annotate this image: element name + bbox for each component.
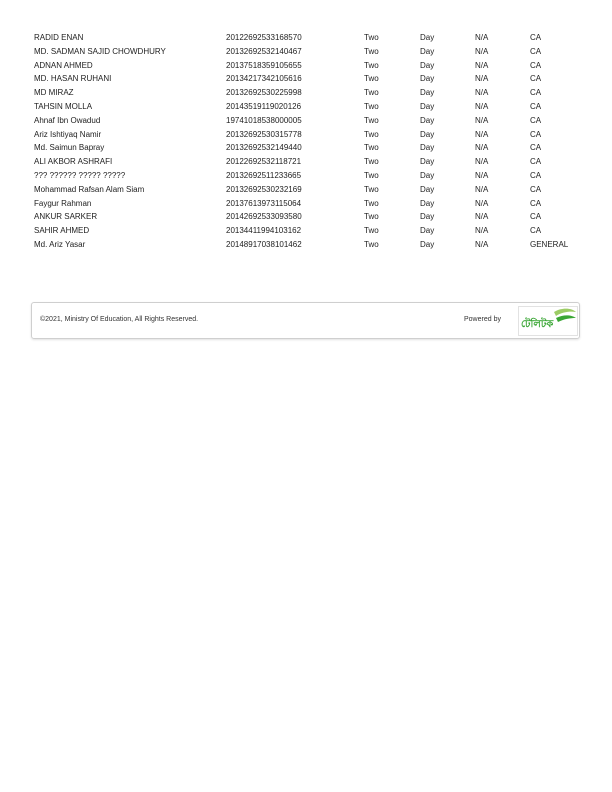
student-id-cell: 20142692533093580: [226, 212, 302, 222]
table-row: [0, 197, 612, 211]
student-name-cell: MD. HASAN RUHANI: [34, 74, 112, 84]
student-class-cell: Two: [364, 74, 379, 84]
student-name-cell: TAHSIN MOLLA: [34, 101, 93, 111]
student-group-cell: GENERAL: [530, 239, 569, 249]
student-group-cell: CA: [530, 33, 542, 42]
table-row: [0, 169, 612, 183]
student-id-cell: 20132692532140467: [226, 46, 302, 56]
student-section-cell: N/A: [475, 170, 489, 180]
table-row: [0, 183, 612, 197]
student-group-cell: CA: [530, 129, 542, 139]
student-class-cell: Two: [364, 143, 379, 153]
student-class-cell: Two: [364, 101, 379, 111]
student-shift-cell: Day: [420, 101, 435, 111]
table-row: [0, 224, 612, 238]
student-shift-cell: Day: [420, 74, 435, 84]
logo-wordmark: টেলিটক: [521, 319, 554, 330]
student-shift-cell: Day: [420, 157, 435, 167]
student-section-cell: N/A: [475, 198, 489, 208]
student-id-cell: 20137518359105655: [226, 60, 302, 70]
student-class-cell: Two: [364, 170, 379, 180]
student-group-cell: CA: [530, 60, 542, 70]
student-class-cell: Two: [364, 33, 379, 42]
student-name-cell: Ahnaf Ibn Owadud: [34, 115, 101, 125]
table-row: [0, 72, 612, 86]
student-id-cell: 20122692533168570: [226, 33, 302, 42]
student-section-cell: N/A: [475, 239, 489, 249]
student-class-cell: Two: [364, 88, 379, 98]
student-class-cell: Two: [364, 226, 379, 236]
student-class-cell: Two: [364, 129, 379, 139]
table-row: [0, 141, 612, 155]
table-row: [0, 155, 612, 169]
student-id-cell: 20148917038101462: [226, 239, 302, 249]
student-shift-cell: Day: [420, 60, 435, 70]
student-group-cell: CA: [530, 143, 542, 153]
student-shift-cell: Day: [420, 129, 435, 139]
student-class-cell: Two: [364, 46, 379, 56]
teletalk-logo-icon: [518, 306, 578, 336]
student-class-cell: Two: [364, 212, 379, 222]
student-name-cell: ALI AKBOR ASHRAFI: [34, 157, 113, 167]
table-row: [0, 100, 612, 114]
student-class-cell: Two: [364, 184, 379, 194]
student-class-cell: Two: [364, 60, 379, 70]
table-row: [0, 45, 612, 59]
student-name-cell: Ariz Ishtiyaq Namir: [34, 129, 102, 139]
student-shift-cell: Day: [420, 226, 435, 236]
student-name-cell: MD. SADMAN SAJID CHOWDHURY: [34, 46, 166, 56]
student-shift-cell: Day: [420, 33, 435, 42]
student-section-cell: N/A: [475, 74, 489, 84]
table-row: [0, 128, 612, 142]
student-id-cell: 20122692532118721: [226, 157, 302, 167]
student-roster: [0, 31, 612, 252]
student-shift-cell: Day: [420, 88, 435, 98]
student-name-cell: MD MIRAZ: [34, 88, 74, 98]
student-shift-cell: Day: [420, 184, 435, 194]
student-group-cell: CA: [530, 170, 542, 180]
table-row: [0, 238, 612, 252]
table-row: [0, 86, 612, 100]
student-section-cell: N/A: [475, 115, 489, 125]
student-section-cell: N/A: [475, 101, 489, 111]
student-group-cell: CA: [530, 157, 542, 167]
student-class-cell: Two: [364, 157, 379, 167]
table-row: [0, 210, 612, 224]
student-shift-cell: Day: [420, 239, 435, 249]
copyright-text: ©2021, Ministry Of Education, All Rights Reserved.: [40, 316, 199, 323]
student-group-cell: CA: [530, 212, 542, 222]
page-footer: [31, 302, 580, 339]
student-id-cell: 20132692530225998: [226, 88, 302, 98]
student-name-cell: Mohammad Rafsan Alam Siam: [34, 184, 145, 194]
student-id-cell: 20132692511233665: [226, 170, 302, 180]
student-shift-cell: Day: [420, 46, 435, 56]
student-class-cell: Two: [364, 239, 379, 249]
student-section-cell: N/A: [475, 46, 489, 56]
student-name-cell: Md. Ariz Yasar: [34, 239, 86, 249]
student-section-cell: N/A: [475, 143, 489, 153]
student-section-cell: N/A: [475, 33, 489, 42]
student-shift-cell: Day: [420, 212, 435, 222]
student-class-cell: Two: [364, 198, 379, 208]
student-name-cell: Faygur Rahman: [34, 198, 92, 208]
powered-by-label: Powered by: [464, 316, 501, 323]
student-name-cell: ??? ?????? ????? ?????: [34, 170, 126, 180]
student-id-cell: 20132692530315778: [226, 129, 302, 139]
student-section-cell: N/A: [475, 184, 489, 194]
student-name-cell: ADNAN AHMED: [34, 60, 93, 70]
student-section-cell: N/A: [475, 157, 489, 167]
student-name-cell: RADID ENAN: [34, 33, 84, 42]
student-id-cell: 20143519119020126: [226, 101, 302, 111]
student-shift-cell: Day: [420, 198, 435, 208]
student-class-cell: Two: [364, 115, 379, 125]
table-row: [0, 114, 612, 128]
student-group-cell: CA: [530, 88, 542, 98]
student-section-cell: N/A: [475, 212, 489, 222]
student-name-cell: Md. Saimun Bapray: [34, 143, 105, 153]
student-group-cell: CA: [530, 46, 542, 56]
student-id-cell: 20137613973115064: [226, 198, 302, 208]
student-section-cell: N/A: [475, 88, 489, 98]
student-id-cell: 20132692532149440: [226, 143, 302, 153]
student-group-cell: CA: [530, 101, 542, 111]
student-name-cell: SAHIR AHMED: [34, 226, 90, 236]
student-shift-cell: Day: [420, 115, 435, 125]
student-id-cell: 20132692530232169: [226, 184, 302, 194]
student-group-cell: CA: [530, 74, 542, 84]
table-row: [0, 31, 612, 45]
student-group-cell: CA: [530, 184, 542, 194]
student-group-cell: CA: [530, 226, 542, 236]
student-shift-cell: Day: [420, 170, 435, 180]
student-id-cell: 20134411994103162: [226, 226, 302, 236]
student-shift-cell: Day: [420, 143, 435, 153]
student-id-cell: 20134217342105616: [226, 74, 302, 84]
student-section-cell: N/A: [475, 226, 489, 236]
student-name-cell: ANKUR SARKER: [34, 212, 98, 222]
table-row: [0, 59, 612, 73]
student-group-cell: CA: [530, 198, 542, 208]
student-section-cell: N/A: [475, 60, 489, 70]
student-id-cell: 19741018538000005: [226, 115, 302, 125]
student-group-cell: CA: [530, 115, 542, 125]
student-section-cell: N/A: [475, 129, 489, 139]
